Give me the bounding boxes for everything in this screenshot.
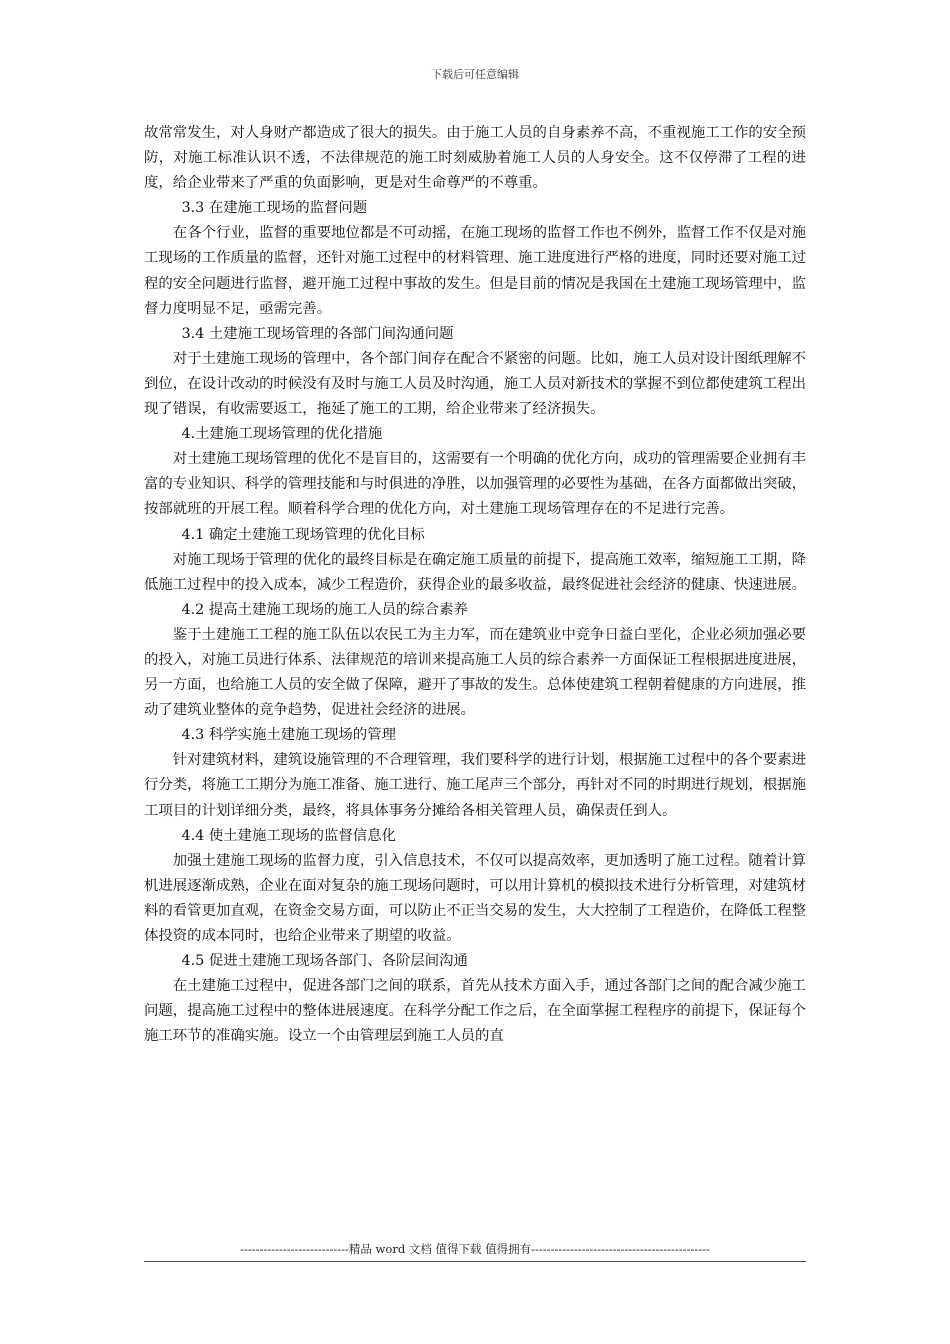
section-heading: 4.2 提高土建施工现场的施工人员的综合素养 — [181, 601, 468, 618]
paragraph: 针对建筑材料，建筑设施管理的不合理管理，我们要科学的进行计划，根据施工过程中的各个要素进行分类，将施工工期分为施工准备、施工进行、施工尾声三个部分，再针对不同的时期进行规划，根据施工项目的计划详细分类，最终，将具体事务分摊给各相关管理人员，确保责任到人。 — [144, 752, 806, 819]
section-heading: 4.5 促进土建施工现场各部门、各阶层间沟通 — [181, 953, 468, 970]
paragraph: 对施工现场于管理的优化的最终目标是在确定施工质量的前提下，提高施工效率，缩短施工工期，降低施工过程中的投入成本，减少工程造价，获得企业的最多收益，最终促进社会经济的健康、快速进展。 — [144, 551, 806, 593]
paragraph: 对于土建施工现场的管理中，各个部门间存在配合不紧密的问题。比如，施工人员对设计图纸理解不到位，在设计改动的时候没有及时与施工人员及时沟通，施工人员对新技术的掌握不到位都使建筑工程出现了错误，有收需要返工，拖延了施工的工期，给企业带来了经济损失。 — [144, 350, 806, 418]
section-heading: 4.1 确定土建施工现场管理的优化目标 — [181, 526, 425, 543]
section-heading: 4.4 使土建施工现场的监督信息化 — [181, 827, 396, 844]
paragraph: 在各个行业，监督的重要地位都是不可动摇，在施工现场的监督工作也不例外，监督工作不仅是对施工现场的工作质量的监督，还针对施工过程中的材料管理、施工进度进行严格的进度，同时还要对施工过程的安全问题进行监督，避开施工过程中事故的发生。但是目前的情况是我国在土建施工现场管理中，监督力度明显不足，亟需完善。 — [144, 225, 806, 317]
section-heading: 4.3 科学实施土建施工现场的管理 — [181, 727, 396, 744]
footer-divider — [144, 1261, 806, 1262]
section-heading: 4.土建施工现场管理的优化措施 — [181, 426, 383, 443]
paragraph: 对土建施工现场管理的优化不是盲目的，这需要有一个明确的优化方向，成功的管理需要企业拥有丰富的专业知识、科学的管理技能和与时俱进的净胜，以加强管理的必要性为基础，在各方面都做出突破，按部就班的开展工程。顺着科学合理的优化方向，对土建施工现场管理存在的不足进行完善。 — [144, 451, 806, 518]
paragraph: 加强土建施工现场的监督力度，引入信息技术，不仅可以提高效率，更加透明了施工过程。随着计算机进展逐渐成熟，企业在面对复杂的施工现场问题时，可以用计算机的模拟技术进行分析管理，对建筑材料的看管更加直观，在资金交易方面，可以防止不正当交易的发生，大大控制了工程造价，在降低工程整体投资的成本同时，也给企业带来了期望的收益。 — [144, 852, 806, 944]
section-heading: 3.4 土建施工现场管理的各部门间沟通问题 — [181, 325, 454, 342]
paragraph: 鉴于土建施工工程的施工队伍以农民工为主力军，而在建筑业中竞争日益白垩化，企业必须加强必要的投入，对施工员进行体系、法律规范的培训来提高施工人员的综合素养一方面保证工程根据进度进展，另一方面，也给施工人员的安全做了保障，避开了事故的发生。总体使建筑工程朝着健康的方向进展，推动了建筑业整体的竞争趋势，促进社会经济的进展。 — [144, 626, 806, 719]
paragraph: 在土建施工过程中，促进各部门之间的联系，首先从技术方面入手，通过各部门之间的配合减少施工问题，提高施工过程中的整体进展速度。在科学分配工作之后，在全面掌握工程程序的前提下，保证每个施工环节的准确实施。设立一个由管理层到施工人员的直 — [144, 978, 806, 1045]
page-footer: ----------------------------精品 word 文档 值得下载 值得拥有---------------------------------------------- — [240, 1242, 710, 1256]
document-body — [144, 121, 806, 1049]
page-header: 下载后可任意编辑 — [431, 68, 519, 81]
paragraph: 故常常发生，对人身财产都造成了很大的损失。由于施工人员的自身素养不高，不重视施工工作的安全预防，对施工标准认识不透，不法律规范的施工时刻威胁着施工人员的人身安全。这不仅停滞了工程的进度，给企业带来了严重的负面影响，更是对生命尊严的不尊重。 — [144, 125, 806, 192]
section-heading: 3.3 在建施工现场的监督问题 — [181, 200, 368, 217]
